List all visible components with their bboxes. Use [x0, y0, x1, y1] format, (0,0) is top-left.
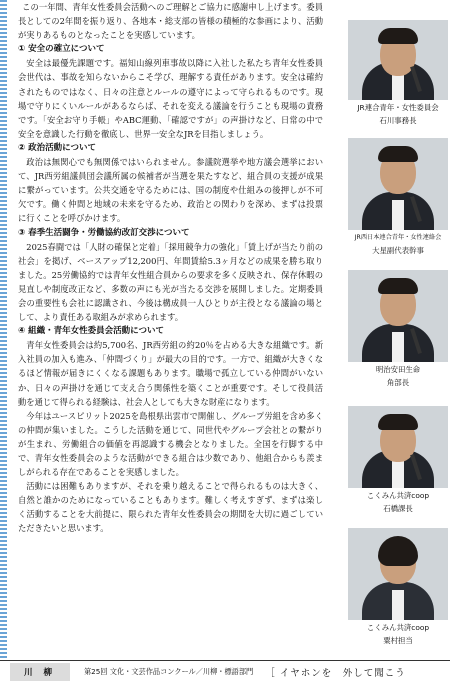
section-paragraph: 安全は最優先課題です。福知山線列車事故以降に入社した私たち青年女性委員会世代は、事故を知らないからこそ学び、理解する責任があります。安全は確約されたものではなく、日々の注意とルールの遵守によって守られるものです。現場で守りにくいルールがあるならば、それを変える議論を行うことも現場の責務です。「安全お守り手帳」やABC運動、「確認ですが」の声掛けなど、日常の中で安全を意識した行動を徹底し、世界一安全なJRを目指しましょう。 [18, 58, 323, 139]
photo-caption-org: 明治安田生命 [375, 365, 421, 374]
photo-caption-name: 角部長 [386, 378, 410, 387]
senryu-label: 川 柳 [10, 663, 70, 681]
photo-card-awamura [348, 528, 448, 646]
section-paragraph: 今年はユースピリット2025を島根県出雲市で開催し、グループ労組を含め多くの仲間が集いました。こうした活動を通じて、同世代やグループ会社との繋がりが生まれ、労働組合の価値を再認識する機会となりました。全国を行脚する中で、青年女性委員会のような活動ができる組合は少数であり、他組合からも羨ましがられる存在であることを実感しました。 [18, 410, 323, 478]
senryu-footer [0, 660, 450, 682]
section-paragraph: 活動には困難もありますが、それを乗り越えることで得られるものは大きく、自然と誰かのためになっていることもあります。難しく考えすぎず、まずは楽しく活動することを大前提に、限られた青年女性委員会の期間を大切に過ごしていただきたいと思います。 [18, 481, 323, 534]
photo-caption-name: 石川事務長 [379, 116, 417, 125]
speaker-photo [348, 270, 448, 362]
section-heading-politics: ② 政治活動について [18, 142, 96, 153]
section-heading-safety: ① 安全の確立について [18, 44, 105, 55]
section-paragraph: 2025春闘では「人財の確保と定着」「採用競争力の強化」「賃上げが当たり前の社会」を掲げ、ベースアップ12,200円、年間賃給5.3ヶ月などの成果を勝ち取りました。25労働協約では青年女性組合員からの要求を多く反映され、保存休暇の見直しや制度改正など、多数の声にも光が当たる交渉を展開しました。定期委員会の重要性も会社に認識され、今後は構成員一人ひとりが主役となる議論の場として、より責任ある取組みが求められます。 [18, 241, 323, 323]
photo-caption-name: 大星副代表幹事 [372, 246, 424, 255]
contest-title: 第25回 文化・文芸作品コンクール／川柳・標語部門 [83, 666, 254, 676]
photo-card-oboshi [348, 138, 448, 256]
section-heading-organization: ④ 組織・青年女性委員会活動について [18, 326, 164, 337]
section-paragraph: 青年女性委員会は約5,700名、JR西労組の約20％を占める大きな組織です。新入社員の加入も進み、「仲間づくり」が最大の目的です。一方で、組織が大きくなるほど情報が届きにくくなる課題もあります。職場で孤立している仲間がいないか、日々の声掛けを通じて支え合う関係性を築くことが重要です。そして役員活動を通じて得られる経験は、社会人としても大きな財産になります。 [18, 340, 323, 407]
speaker-photo [348, 138, 448, 230]
photo-caption-name: 石橋課長 [383, 504, 413, 513]
photo-caption-org: こくみん共済coop [366, 491, 430, 500]
photo-card-ishikawa [348, 20, 448, 126]
speaker-photo [348, 406, 448, 488]
photo-caption-org: こくみん共済coop [366, 623, 430, 632]
left-decorative-stripe [0, 0, 7, 660]
section-heading-shunto: ③ 春季生活闘争・労働協約改訂交渉について [18, 227, 190, 238]
photo-card-kado [348, 270, 448, 388]
photo-caption-name: 粟村担当 [383, 636, 413, 645]
speaker-photo [348, 528, 448, 620]
senryu-entry: ［ イヤホンを 外して聞こう [265, 667, 406, 679]
article-body [18, 0, 323, 660]
photo-card-ishibashi [348, 406, 448, 514]
section-paragraph: 政治は無関心でも無関係ではいられません。参議院選挙や地方議会選挙において、JR西労組議員団会議所属の候補者が当選を果たすなど、組合員の支援が成果に繋がっています。公共交通を守るためには、国の制度や仕組みの後押しが不可欠です。働く仲間と地域の未来を守るため、政治との関わりを深め、まずは投票に行くことを呼びかけます。 [18, 157, 323, 224]
photo-caption-org: JR連合青年・女性委員会 [357, 103, 439, 112]
intro-paragraph: この一年間、青年女性委員会活動へのご理解とご協力に感謝申し上げます。委員長としての2年間を振り返り、各地本・総支部の皆様の積極的な参画により、活動が実りあるものとなったことを実感しています。 [18, 2, 323, 41]
speaker-photo [348, 20, 448, 100]
photo-caption-org: JR西日本連合青年・女性連絡会 [354, 234, 442, 241]
photo-column [330, 0, 450, 660]
